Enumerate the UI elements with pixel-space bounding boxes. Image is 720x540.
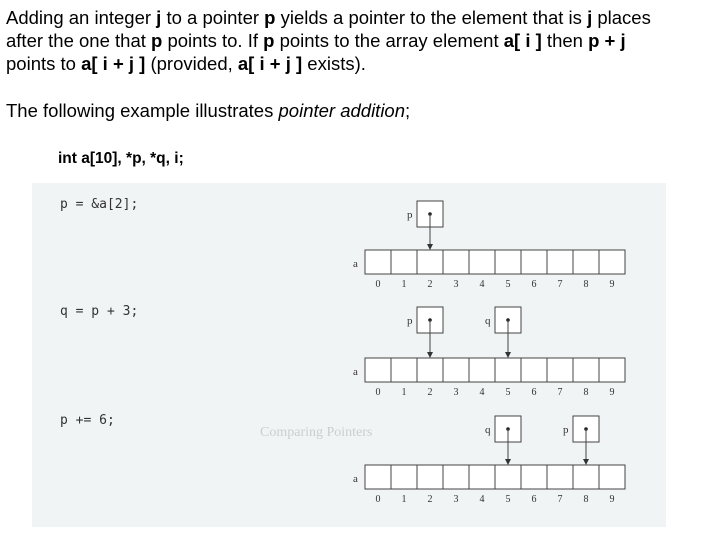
index-label-d3: 9	[609, 494, 615, 505]
array-label-d1: a	[353, 258, 358, 270]
index-label-d1: 8	[583, 279, 589, 290]
index-label-d1: 4	[479, 279, 485, 290]
pointer-arrowhead-d2-q	[505, 352, 511, 358]
index-label-d1: 5	[505, 279, 511, 290]
index-label-d2: 1	[401, 387, 407, 398]
ghost-heading: Comparing Pointers	[260, 425, 373, 440]
pointer-label-d1-p: p	[407, 209, 413, 221]
index-label-d3: 3	[453, 494, 459, 505]
array-label-d3: a	[353, 473, 358, 485]
index-label-d2: 3	[453, 387, 459, 398]
pointer-label-d3-q: q	[485, 424, 491, 436]
index-label-d1: 3	[453, 279, 459, 290]
index-label-d2: 6	[531, 387, 537, 398]
index-label-d3: 7	[557, 494, 563, 505]
index-label-d1: 1	[401, 279, 407, 290]
array-label-d2: a	[353, 366, 358, 378]
index-label-d1: 9	[609, 279, 615, 290]
index-label-d3: 4	[479, 494, 485, 505]
index-label-d3: 6	[531, 494, 537, 505]
index-label-d1: 6	[531, 279, 537, 290]
index-label-d2: 0	[375, 387, 381, 398]
array-diagrams	[32, 183, 666, 527]
index-label-d2: 2	[427, 387, 433, 398]
code-line-3: p += 6;	[60, 413, 115, 428]
pointer-arrowhead-d1-p	[427, 244, 433, 250]
index-label-d2: 8	[583, 387, 589, 398]
pointer-arrowhead-d3-q	[505, 459, 511, 465]
index-label-d3: 1	[401, 494, 407, 505]
index-label-d1: 2	[427, 279, 433, 290]
code-line-2: q = p + 3;	[60, 304, 139, 319]
pointer-label-d2-p: p	[407, 315, 413, 327]
index-label-d3: 0	[375, 494, 381, 505]
code-line-1: p = &a[2];	[60, 197, 139, 212]
index-label-d3: 2	[427, 494, 433, 505]
index-label-d2: 4	[479, 387, 485, 398]
index-label-d1: 7	[557, 279, 563, 290]
pointer-label-d2-q: q	[485, 315, 491, 327]
index-label-d1: 0	[375, 279, 381, 290]
index-label-d3: 8	[583, 494, 589, 505]
index-label-d2: 7	[557, 387, 563, 398]
index-label-d3: 5	[505, 494, 511, 505]
intro-paragraph: Adding an integer j to a pointer p yields a pointer to the element that is j places after the one that p points to. If p points to the array element a[ i ] then p + j points to a[ i + j ] (provided, a[ i + j ] exists).	[6, 7, 651, 74]
pointer-addition-figure	[32, 183, 666, 527]
pointer-label-d3-p: p	[563, 424, 569, 436]
pointer-arrowhead-d3-p	[583, 459, 589, 465]
index-label-d2: 9	[609, 387, 615, 398]
declaration-line: int a[10], *p, *q, i;	[58, 150, 184, 167]
index-label-d2: 5	[505, 387, 511, 398]
pointer-arrowhead-d2-p	[427, 352, 433, 358]
example-sentence: The following example illustrates pointer addition;	[6, 100, 411, 121]
